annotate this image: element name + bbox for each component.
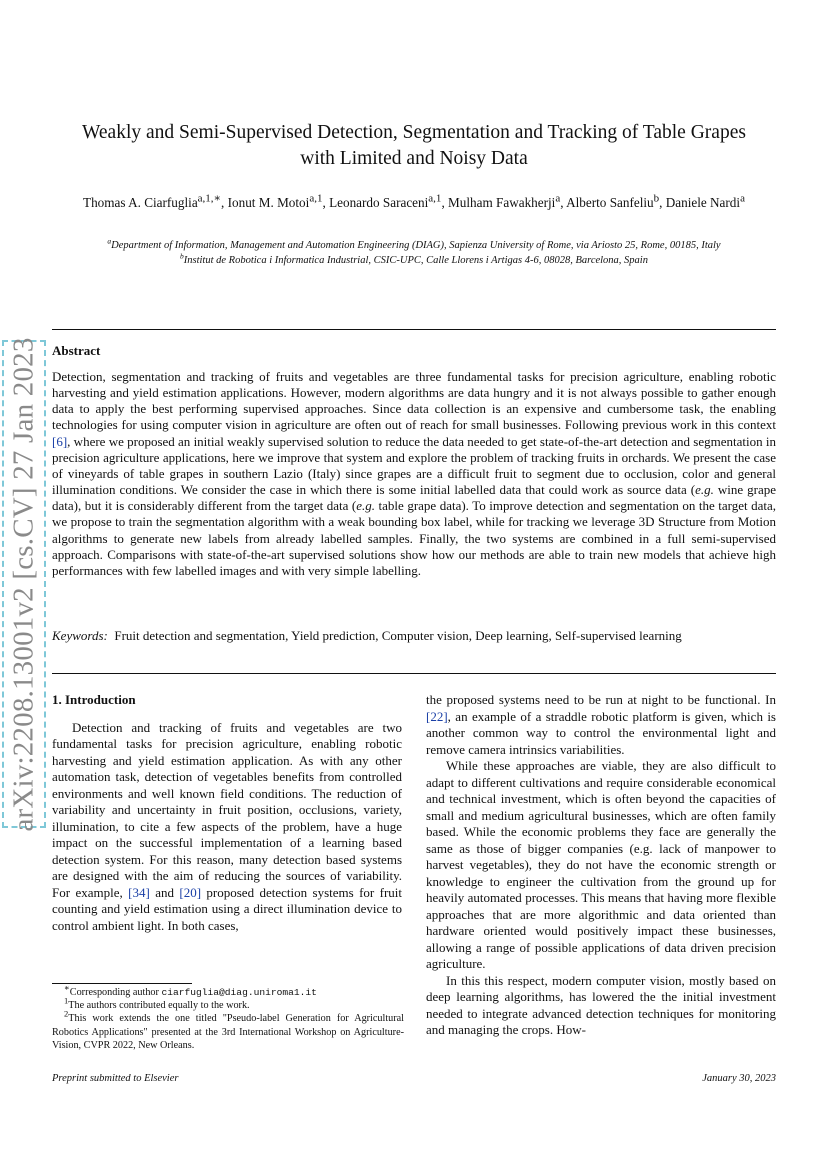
affiliations xyxy=(80,238,748,268)
citation-link[interactable]: [22] xyxy=(426,708,448,724)
footnote-2: $^2$This work extends the one titled "Pseudo-label Generation for Agricultural Robotics Applications" presented at the 3rd International Workshop on Agriculture-Vision, CVPR 2022, New Orleans. xyxy=(52,1009,404,1051)
author: Alberto Sanfeliu$^b$, xyxy=(566,192,666,210)
title-line-2: with Limited and Noisy Data xyxy=(300,148,528,169)
bottom-rule xyxy=(52,673,776,674)
keywords xyxy=(52,628,776,645)
footnote-rule xyxy=(52,983,192,984)
intro-paragraph-2: While these approaches are viable, they are also difficult to adapt to different cultivations and require considerable economical and technical investment, which is often beyond the capacities of small and medium agricultural businesses, which are often family based. While the economic problems they face are generally the same as those of bigger companies (e.g. lack of manpower to harvest vegetables), they do not have the economic strength or knowledge to engineer the cultivation from the ground up for heavily automated processes. This means that having more flexible approaches that are more algorithmic and data oriented than hardware oriented would positively impact these businesses, allowing a range of possible applications of data driven precision agriculture. xyxy=(426,758,776,971)
keywords-label: Keywords: xyxy=(52,628,108,643)
footer-date: January 30, 2023 xyxy=(702,1073,776,1084)
affiliation-b: $^b$Institut de Robotica i Informatica Industrial, CSIC-UPC, Calle Llorens i Artigas 4-6, 08028, Barcelona, Spain xyxy=(180,251,648,266)
author: Thomas A. Ciarfuglia$^{a,1,∗}$, xyxy=(83,192,228,210)
footnote-1: $^1$The authors contributed equally to the work. xyxy=(64,995,250,1012)
keywords-list: Fruit detection and segmentation, Yield prediction, Computer vision, Deep learning, Self-supervised learning xyxy=(114,628,682,643)
author: Daniele Nardi$^a$ xyxy=(665,192,745,210)
arxiv-stamp[interactable] xyxy=(2,336,46,832)
author-list xyxy=(52,194,776,212)
abstract-heading: Abstract xyxy=(52,343,101,358)
intro-paragraph-1: Detection and tracking of fruits and vegetables are two fundamental tasks for precision agriculture, enabling robotic harvesting and yield estimation application. As with any other automation task, detection of vegetables benefits from controlled environments and well known field conditions. The reduction of variability and uncertainty in fruit position, occlusions, variety, illumination, to cite a few aspects of the problem, have a huge impact on the successful implementation of a learning based detection system. For this reason, many detection based systems are designed with the aim of reducing the sources of variability. For example, [34] and [20] proposed detection systems for fruit counting and yield estimation using a direct illumination device to control ambient light. In both cases, xyxy=(52,719,402,933)
section-heading: 1. Introduction xyxy=(52,692,136,707)
abstract-text: Detection, segmentation and tracking of fruits and vegetables are three fundamental tasks for precision agriculture, enabling robotic harvesting and yield estimation applications. However, modern algorithms are data hungry and it is not always possible to gather enough data to apply the best performing supervised approaches. Since data collection is an expensive and cumbersome task, the enabling technologies for using computer vision in agriculture are often out of reach for small businesses. Following previous work in this context [6], where we proposed an initial weakly supervised solution to reduce the data needed to get state-of-the-art detection and segmentation in precision agriculture applications, here we improve that system and explore the problem of tracking fruits in orchards. We present the case of vineyards of table grapes in southern Lazio (Italy) since grapes are a difficult fruit to segment due to occlusion, color and general illumination conditions. We consider the case in which there is some initial labelled data that could work as source data (e.g. wine grape data), but it is considerably different from the target data (e.g. table grape data). To improve detection and segmentation on the target data, we propose to train the segmentation algorithm with a weak bounding box label, while for tracking we leverage 3D Structure from Motion algorithms to generate new labels from already labelled samples. Finally, the two systems are combined in a full semi-supervised approach. Comparisons with state-of-the-art supervised solutions show how our methods are able to train new models that achieve high performances with few labelled images and with very simple labelling. xyxy=(52,369,777,578)
paper-title xyxy=(40,120,788,172)
intro-paragraph-1-cont: the proposed systems need to be run at night to be functional. In [22], an example of a straddle robotic platform is given, which is another common way to control the environmental light and remove camera intrinsics variabilities. xyxy=(426,692,776,757)
citation-link[interactable]: [34] xyxy=(128,884,150,900)
right-column xyxy=(426,692,776,1039)
top-rule xyxy=(52,329,776,330)
intro-paragraph-3: In this this respect, modern computer vision, mostly based on deep learning algorithms, has lowered the the initial investment needed to integrate advanced detection techniques for monitoring and managing the crops. How- xyxy=(426,972,776,1037)
footnote-corresponding: ∗Corresponding author ciarfuglia@diag.uniroma1.it xyxy=(64,982,317,998)
arxiv-id: arXiv:2208.13001v2 [cs.CV] 27 Jan 2023 xyxy=(7,336,40,832)
citation-link[interactable]: [20] xyxy=(179,884,202,900)
footer-preprint: Preprint submitted to Elsevier xyxy=(52,1073,179,1084)
citation-link[interactable]: [6] xyxy=(52,433,68,449)
left-column xyxy=(52,692,402,934)
title-line-1: Weakly and Semi-Supervised Detection, Segmentation and Tracking of Table Grapes xyxy=(82,122,746,143)
author: Leonardo Saraceni$^{a,1}$, xyxy=(329,192,449,210)
author-email[interactable]: ciarfuglia@diag.uniroma1.it xyxy=(161,987,317,998)
author: Ionut M. Motoi$^{a,1}$, xyxy=(227,192,330,210)
author: Mulham Fawakherji$^a$, xyxy=(448,192,567,210)
footnotes xyxy=(52,982,404,1052)
affiliation-a: $^a$Department of Information, Management and Automation Engineering (DIAG), Sapienza University of Rome, via Ariosto 25, Rome, 00185, Italy xyxy=(107,236,721,251)
